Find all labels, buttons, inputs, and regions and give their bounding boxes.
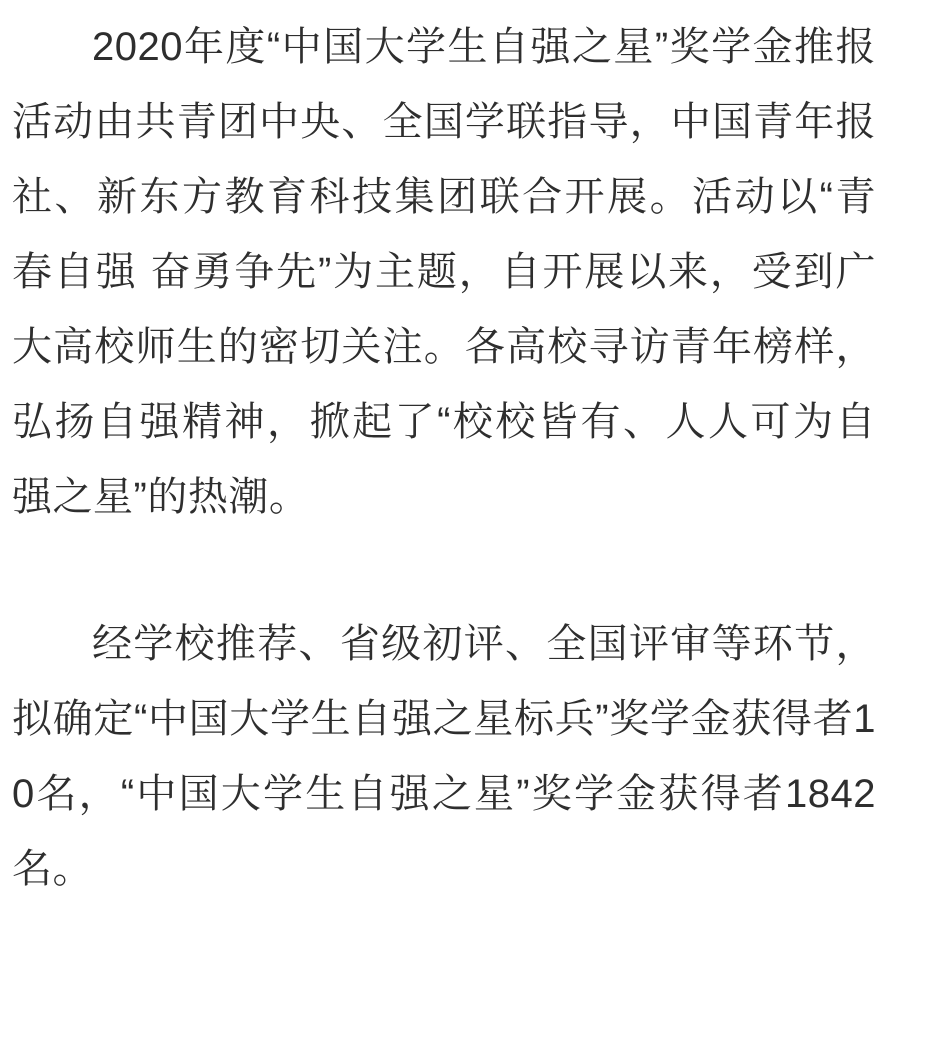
paragraph-1: 2020年度“中国大学生自强之星”奖学金推报活动由共青团中央、全国学联指导，中国青年报社、新东方教育科技集团联合开展。活动以“青春自强 奋勇争先”为主题，自开展以来，受到广大高校师生的密切关注。各高校寻访青年榜样，弘扬自强精神，掀起了“校校皆有、人人可为自强之星”的热潮。 xyxy=(12,25,876,519)
article-body xyxy=(12,10,876,907)
paragraph-2: 经学校推荐、省级初评、全国评审等环节，拟确定“中国大学生自强之星标兵”奖学金获得者10名，“中国大学生自强之星”奖学金获得者1842名。 xyxy=(12,622,876,891)
